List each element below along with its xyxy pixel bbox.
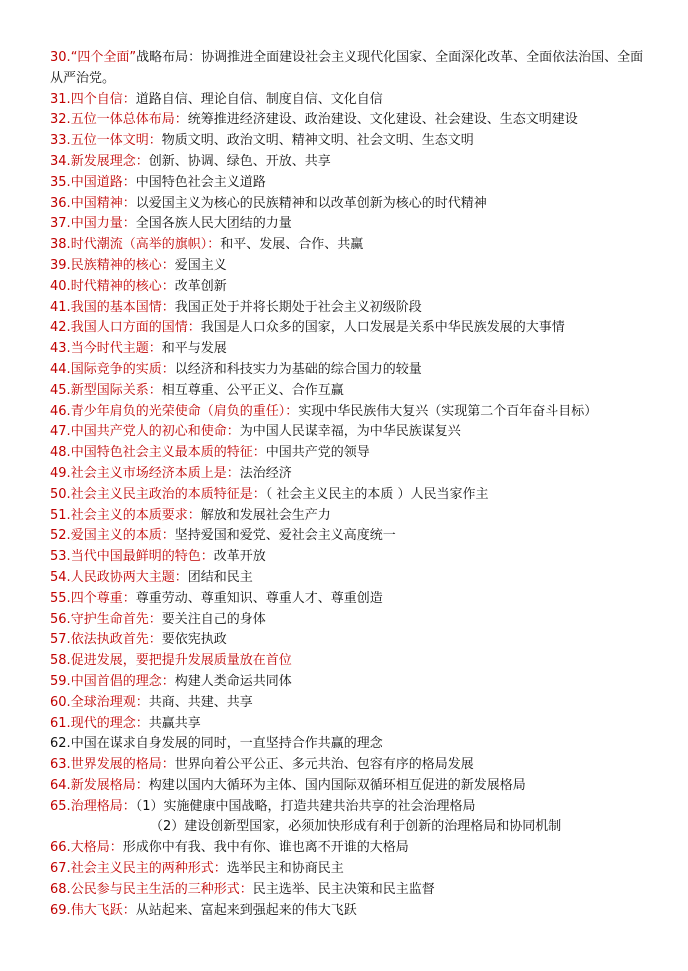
item-key: 时代精神的核心： [70, 278, 175, 294]
item-number: 30. [50, 50, 71, 65]
item-number: 68. [50, 881, 71, 897]
item-number: 65. [50, 798, 71, 814]
list-item [50, 110, 650, 131]
item-text: 和平、发展、合作、共赢 [220, 237, 364, 253]
item-number: 51. [50, 507, 71, 523]
item-key: 新发展理念： [70, 153, 149, 169]
item-text: 创新、协调、绿色、开放、共享 [148, 153, 331, 169]
item-key: 中国特色社会主义最本质的特征： [70, 445, 266, 461]
item-number: 32. [50, 112, 71, 128]
item-key: 人民政协两大主题： [70, 569, 188, 585]
list-item [50, 526, 650, 547]
item-number: 62. [50, 736, 71, 752]
list-item [50, 568, 650, 589]
list-item [50, 90, 650, 111]
item-text: 中国共产党的领导 [265, 445, 370, 461]
item-number: 49. [50, 465, 71, 481]
item-text: 为中国人民谋幸福，为中华民族谋复兴 [239, 424, 461, 440]
item-number: 34. [50, 153, 71, 169]
list-item [50, 360, 650, 381]
list-item [50, 48, 650, 90]
item-key: 现代的理念： [70, 715, 149, 731]
item-key: 中国精神： [70, 195, 136, 211]
item-key: “四个全面” [70, 50, 137, 65]
item-key: 大格局： [70, 840, 123, 856]
item-key: 伟大飞跃： [70, 902, 136, 918]
item-key: 中国道路： [70, 174, 136, 190]
list-item [50, 131, 650, 152]
item-text: 改革开放 [213, 549, 266, 565]
list-item [50, 880, 650, 901]
item-text: 全国各族人民大团结的力量 [135, 216, 292, 232]
item-number: 48. [50, 445, 71, 461]
list-item [50, 714, 650, 735]
item-text: 道路自信、理论自信、制度自信、文化自信 [135, 91, 383, 107]
list-item [50, 235, 650, 256]
item-key: 我国人口方面的国情： [70, 320, 201, 336]
item-key: 社会主义民主的两种形式： [70, 861, 227, 877]
item-number: 39. [50, 257, 71, 273]
item-key: 守护生命首先： [70, 611, 162, 627]
item-number: 61. [50, 715, 71, 731]
item-key: 社会主义市场经济本质上是： [70, 465, 240, 481]
list-item [50, 152, 650, 173]
list-item [50, 298, 650, 319]
list-item [50, 797, 650, 818]
item-key: 国际竞争的实质： [70, 361, 175, 377]
item-key: 民族精神的核心： [70, 257, 175, 273]
item-number: 59. [50, 673, 71, 689]
list-item [50, 693, 650, 714]
item-key: 依法执政首先： [70, 632, 162, 648]
list-item [50, 734, 650, 755]
item-key: 青少年肩负的光荣使命（肩负的重任）： [70, 403, 299, 419]
list-item [50, 817, 650, 838]
item-key: 全球治理观： [70, 694, 149, 710]
item-number: 42. [50, 320, 71, 336]
item-text: 世界向着公平公正、多元共治、包容有序的格局发展 [174, 757, 474, 773]
list-item [50, 485, 650, 506]
item-key: 中国共产党人的初心和使命： [70, 424, 240, 440]
item-number: 52. [50, 528, 71, 544]
list-item [50, 630, 650, 651]
item-key: 治理格局： [70, 798, 136, 814]
list-item [50, 755, 650, 776]
list-item [50, 672, 650, 693]
item-text: 坚持爱国和爱党、爱社会主义高度统一 [174, 528, 396, 544]
list-item [50, 277, 650, 298]
document-body [50, 48, 650, 921]
item-text: 尊重劳动、尊重知识、尊重人才、尊重创造 [135, 590, 383, 606]
item-text: 共商、共建、共享 [148, 694, 253, 710]
item-key: 促进发展，要把提升发展质量放在首位 [70, 653, 292, 669]
item-text: （2）建设创新型国家，必须加快形成有利于创新的治理格局和协同机制 [150, 819, 562, 835]
item-text: 法治经济 [239, 465, 292, 481]
item-key: 五位一体文明： [70, 133, 162, 149]
item-number: 46. [50, 403, 71, 419]
list-item [50, 381, 650, 402]
item-text: 解放和发展社会生产力 [200, 507, 331, 523]
item-text: 物质文明、政治文明、精神文明、社会文明、生态文明 [161, 133, 474, 149]
item-key: 中国首倡的理念： [70, 673, 175, 689]
item-key: 公民参与民主生活的三种形式： [70, 881, 253, 897]
item-number: 31. [50, 91, 71, 107]
item-text: 构建人类命运共同体 [174, 673, 292, 689]
item-key: 当今时代主题： [70, 341, 162, 357]
item-number: 33. [50, 133, 71, 149]
item-number: 69. [50, 902, 71, 918]
item-text: 统筹推进经济建设、政治建设、文化建设、社会建设、生态文明建设 [187, 112, 578, 128]
list-item [50, 318, 650, 339]
item-text: （1）实施健康中国战略，打造共建共治共享的社会治理格局 [135, 798, 476, 814]
item-text: （ 社会主义民主的本质 ）人民当家作主 [265, 486, 489, 502]
item-text: 实现中华民族伟大复兴（实现第二个百年奋斗目标） [298, 403, 598, 419]
item-key: 新型国际关系： [70, 382, 162, 398]
item-key: 我国的基本国情： [70, 299, 175, 315]
item-number: 54. [50, 569, 71, 585]
item-text: 改革创新 [174, 278, 227, 294]
list-item [50, 214, 650, 235]
item-number: 55. [50, 590, 71, 606]
item-key: 爱国主义的本质： [70, 528, 175, 544]
item-text: 形成你中有我、我中有你、谁也离不开谁的大格局 [122, 840, 409, 856]
item-key: 四个尊重： [70, 590, 136, 606]
item-text: 要依宪执政 [161, 632, 227, 648]
item-text: 以爱国主义为核心的民族精神和以改革创新为核心的时代精神 [135, 195, 487, 211]
item-number: 38. [50, 237, 71, 253]
list-item [50, 776, 650, 797]
list-item [50, 838, 650, 859]
item-text: 中国特色社会主义道路 [135, 174, 266, 190]
item-number: 44. [50, 361, 71, 377]
list-item [50, 402, 650, 423]
item-text: 相互尊重、公平正义、合作互赢 [161, 382, 344, 398]
item-text: 从站起来、富起来到强起来的伟大飞跃 [135, 902, 357, 918]
item-text: 选举民主和协商民主 [226, 861, 344, 877]
item-text: 和平与发展 [161, 341, 227, 357]
item-key: 社会主义的本质要求： [70, 507, 201, 523]
item-text: 我国是人口众多的国家，人口发展是关系中华民族发展的大事情 [200, 320, 565, 336]
item-number: 40. [50, 278, 71, 294]
list-item [50, 506, 650, 527]
item-number: 36. [50, 195, 71, 211]
item-text: 以经济和科技实力为基础的综合国力的较量 [174, 361, 422, 377]
item-key: 五位一体总体布局： [70, 112, 188, 128]
item-key: 时代潮流（高举的旗帜）： [70, 237, 221, 253]
item-key: 社会主义民主政治的本质特征是： [70, 486, 266, 502]
item-text: 中国在谋求自身发展的同时，一直坚持合作共赢的理念 [70, 736, 383, 752]
item-number: 41. [50, 299, 71, 315]
list-item [50, 422, 650, 443]
item-number: 50. [50, 486, 71, 502]
list-item [50, 547, 650, 568]
item-text: 要关注自己的身体 [161, 611, 266, 627]
list-item [50, 651, 650, 672]
item-number: 66. [50, 840, 71, 856]
item-number: 37. [50, 216, 71, 232]
list-item [50, 610, 650, 631]
item-number: 35. [50, 174, 71, 190]
item-number: 64. [50, 777, 71, 793]
item-number: 67. [50, 861, 71, 877]
item-text: 我国正处于并将长期处于社会主义初级阶段 [174, 299, 422, 315]
item-number: 58. [50, 653, 71, 669]
item-key: 新发展格局： [70, 777, 149, 793]
item-number: 45. [50, 382, 71, 398]
list-item [50, 339, 650, 360]
item-text: 构建以国内大循环为主体、国内国际双循环相互促进的新发展格局 [148, 777, 526, 793]
item-text: 战略布局：协调推进全面建设社会主义现代化国家、全面深化改革、全面依法治国、全面从严治党。 [50, 50, 644, 86]
item-number: 56. [50, 611, 71, 627]
list-item [50, 443, 650, 464]
item-number: 43. [50, 341, 71, 357]
list-item [50, 464, 650, 485]
item-number: 60. [50, 694, 71, 710]
item-key: 世界发展的格局： [70, 757, 175, 773]
item-number: 47. [50, 424, 71, 440]
item-key: 当代中国最鲜明的特色： [70, 549, 214, 565]
item-text: 民主选举、民主决策和民主监督 [252, 881, 435, 897]
item-number: 63. [50, 757, 71, 773]
list-item [50, 589, 650, 610]
item-text: 爱国主义 [174, 257, 227, 273]
list-item [50, 901, 650, 922]
list-item [50, 194, 650, 215]
list-item [50, 173, 650, 194]
item-number: 53. [50, 549, 71, 565]
item-key: 中国力量： [70, 216, 136, 232]
item-key: 四个自信： [70, 91, 136, 107]
item-text: 团结和民主 [187, 569, 253, 585]
item-number: 57. [50, 632, 71, 648]
list-item [50, 859, 650, 880]
item-text: 共赢共享 [148, 715, 201, 731]
list-item [50, 256, 650, 277]
